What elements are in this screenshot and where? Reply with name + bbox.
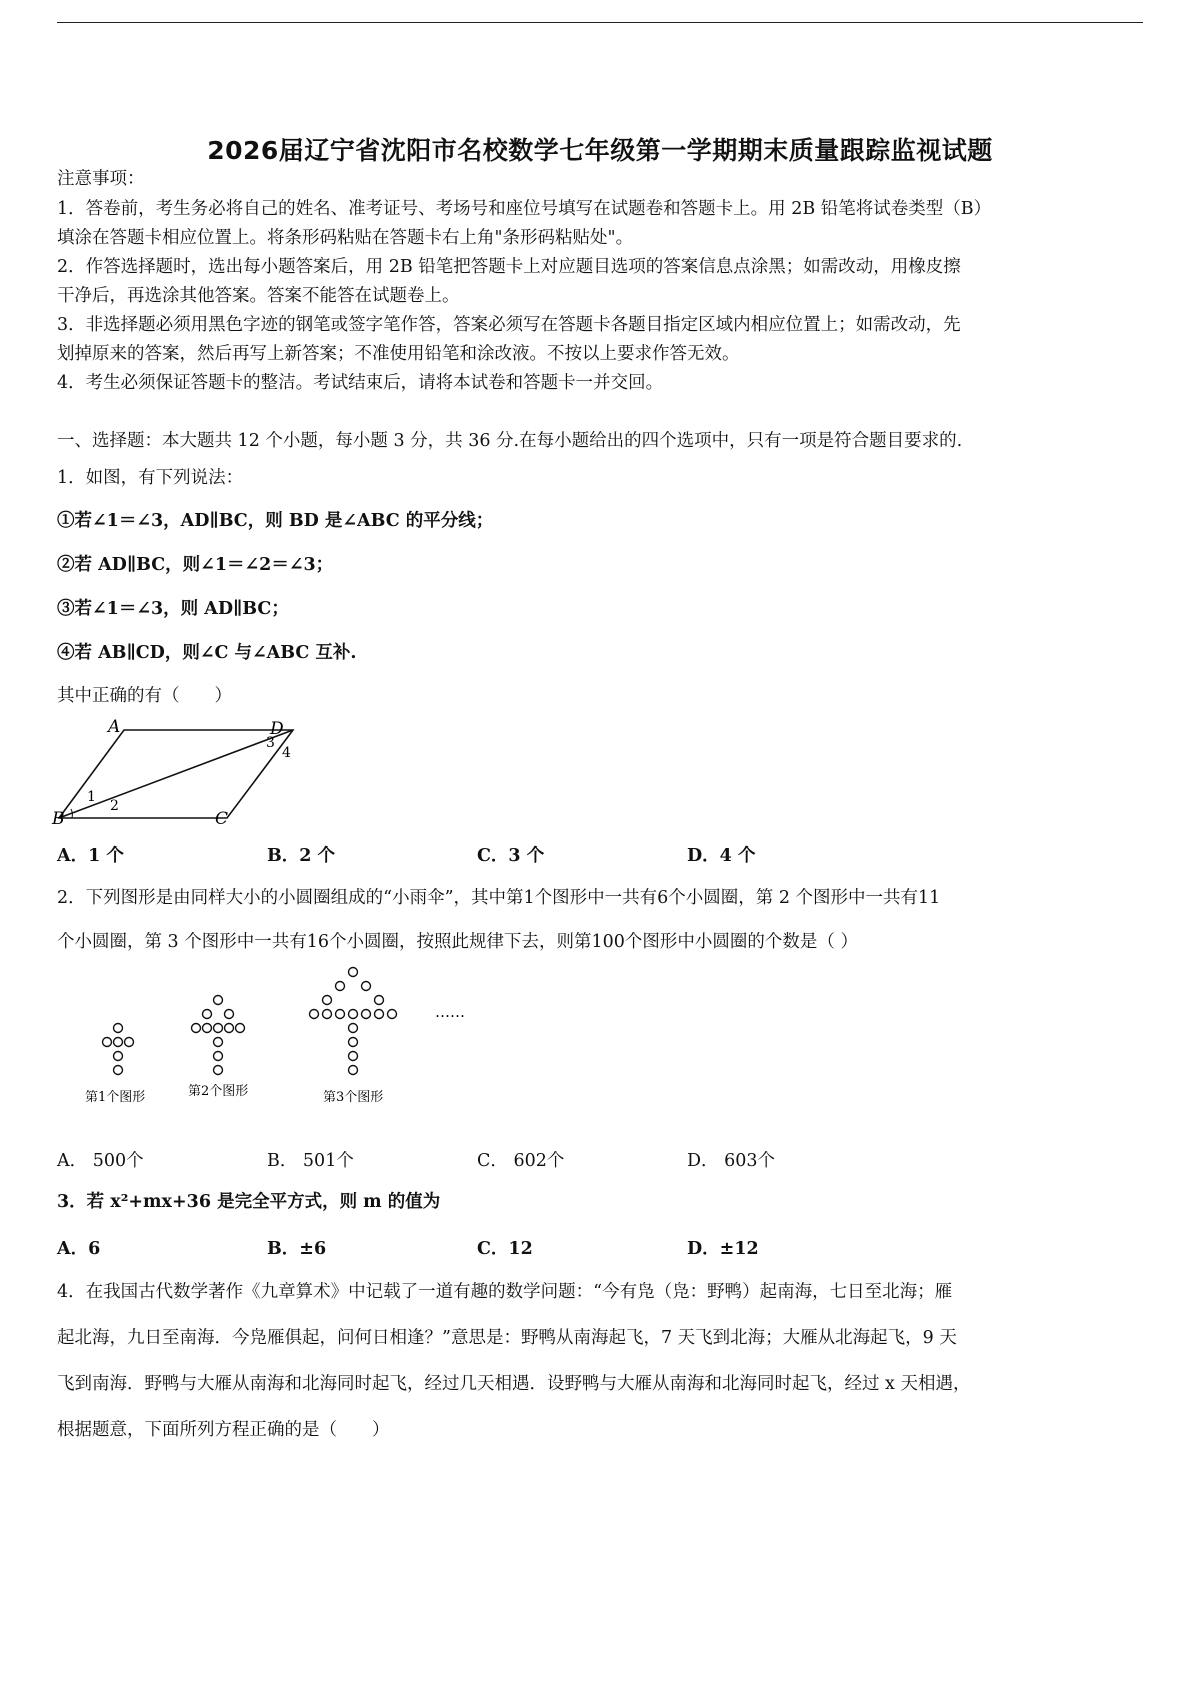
q1-statement-1: ①若∠1＝∠3，AD∥BC，则 BD 是∠ABC 的平分线；	[57, 511, 494, 531]
exam-title: 2026届辽宁省沈阳市名校数学七年级第一学期期末质量跟踪监视试题	[207, 136, 993, 165]
q3-stem: 3．若 x²+mx+36 是完全平方式，则 m 的值为	[57, 1192, 441, 1212]
notice-line: 2．作答选择题时，选出每小题答案后，用 2B 铅笔把答题卡上对应题目选项的答案信息点涂黑；如需改动，用橡皮擦	[57, 257, 961, 277]
q3-option-b: B．±6	[267, 1239, 327, 1259]
notice-line: 3．非选择题必须用黑色字迹的钢笔或签字笔作答，答案必须写在答题卡各题目指定区域内相应位置上；如需改动，先	[57, 315, 961, 335]
notice-line: 干净后，再选涂其他答案。答案不能答在试题卷上。	[57, 286, 460, 306]
notice-line: 1．答卷前，考生务必将自己的姓名、准考证号、考场号和座位号填写在试题卷和答题卡上。用 2B 铅笔将试卷类型（B）	[57, 199, 992, 219]
figure-3-label: 第3个图形	[323, 1090, 384, 1105]
q1-statement-3: ③若∠1＝∠3，则 AD∥BC；	[57, 599, 289, 619]
q1-option-b: B．2 个	[267, 846, 336, 866]
q1-option-a: A．1 个	[57, 846, 124, 866]
umbrella-3-circles	[310, 968, 397, 1075]
q1-ask: 其中正确的有（ ）	[57, 686, 232, 706]
notice-heading: 注意事项：	[57, 169, 145, 189]
angle-4-label: 4	[282, 745, 291, 761]
q1-option-d: D．4 个	[687, 846, 756, 866]
notice-line: 划掉原来的答案，然后再写上新答案；不准使用铅笔和涂改液。不按以上要求作答无效。	[57, 344, 740, 364]
q2-option-d: D． 603个	[687, 1151, 775, 1171]
umbrella-2-circles	[192, 996, 245, 1075]
vertex-b-label: B	[52, 809, 65, 829]
q2-option-b: B． 501个	[267, 1151, 354, 1171]
notice-line: 填涂在答题卡相应位置上。将条形码粘贴在答题卡右上角"条形码粘贴处"。	[57, 228, 634, 248]
q2-option-c: C． 602个	[477, 1151, 565, 1171]
header-rule	[57, 22, 1143, 23]
q3-option-c: C．12	[477, 1239, 533, 1259]
umbrella-1-circles	[103, 1024, 134, 1075]
q1-statement-2: ②若 AD∥BC，则∠1＝∠2＝∠3；	[57, 555, 334, 575]
q4-line: 起北海，九日至南海．今凫雁俱起，问何日相逢？”意思是：野鸭从南海起飞，7 天飞到北海；大雁从北海起飞，9 天	[57, 1328, 957, 1348]
q4-line: 4．在我国古代数学著作《九章算术》中记载了一道有趣的数学问题：“今有凫（凫：野鸭）起南海，七日至北海；雁	[57, 1282, 953, 1302]
q3-option-d: D．±12	[687, 1239, 759, 1259]
q3-option-a: A．6	[57, 1239, 101, 1259]
q1-stem: 1．如图，有下列说法：	[57, 468, 244, 488]
parallelogram-figure	[50, 712, 310, 832]
q1-option-c: C．3 个	[477, 846, 545, 866]
angle-2-label: 2	[110, 798, 119, 814]
angle-3-label: 3	[266, 735, 275, 751]
vertex-c-label: C	[215, 809, 229, 829]
angle-1-label: 1	[87, 789, 96, 805]
section-heading: 一、选择题：本大题共 12 个小题，每小题 3 分，共 36 分.在每小题给出的四个选项中，只有一项是符合题目要求的.	[57, 431, 963, 451]
q1-statement-4: ④若 AB∥CD，则∠C 与∠ABC 互补.	[57, 643, 357, 663]
q2-option-a: A． 500个	[57, 1151, 144, 1171]
figure-2-label: 第2个图形	[188, 1084, 249, 1099]
q4-line: 飞到南海．野鸭与大雁从南海和北海同时起飞，经过几天相遇．设野鸭与大雁从南海和北海同时起飞，经过 x 天相遇，	[57, 1374, 971, 1394]
umbrella-figure	[70, 955, 490, 1115]
figure-1-label: 第1个图形	[85, 1090, 146, 1105]
sequence-ellipsis: ……	[435, 1003, 465, 1021]
q4-line: 根据题意，下面所列方程正确的是（ ）	[57, 1420, 390, 1440]
notice-line: 4．考生必须保证答题卡的整洁。考试结束后，请将本试卷和答题卡一并交回。	[57, 373, 664, 393]
vertex-a-label: A	[108, 717, 121, 737]
vertex-d-label: D	[270, 719, 284, 739]
q2-line-1: 2．下列图形是由同样大小的小圆圈组成的“小雨伞”，其中第1个图形中一共有6个小圆圈，第 2 个图形中一共有11	[57, 888, 941, 908]
q2-line-2: 个小圆圈，第 3 个图形中一共有16个小圆圈，按照此规律下去，则第100个图形中小圆圈的个数是（ ）	[57, 932, 858, 952]
